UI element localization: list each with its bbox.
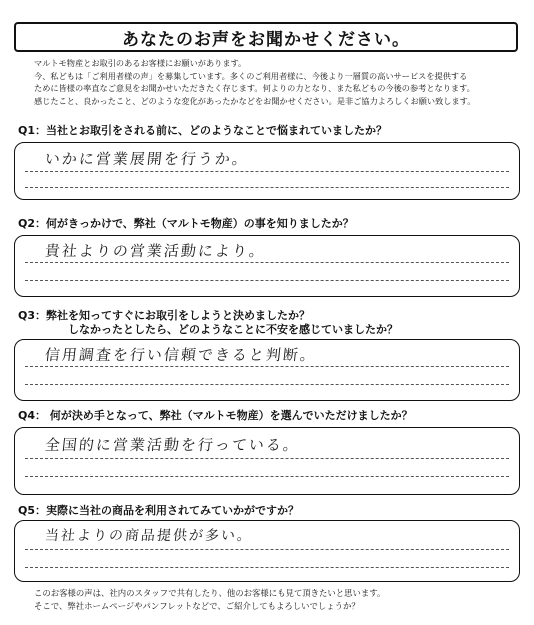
answer-line (25, 262, 509, 263)
answer-4-box[interactable] (14, 427, 520, 495)
intro-line: マルトモ物産とお取引のあるお客様にお願いがあります。 (34, 58, 247, 68)
answer-line (25, 549, 509, 550)
intro-line: ために皆様の率直なご意見をお聞かせいただきたく存じます。何よりの力となり、また私どもの今後の参考となります。 (34, 83, 475, 94)
question-2 (14, 215, 520, 300)
answer-3-text: 信用調査を行い信頼できると判断。 (44, 346, 318, 364)
answer-line (25, 476, 509, 477)
answer-line (25, 567, 509, 568)
answer-1-box[interactable] (14, 142, 520, 200)
question-5-label: Q5：実際に当社の商品を利用されてみていかがですか？ (18, 504, 300, 517)
answer-5-text: 当社よりの商品提供が多い。 (44, 528, 254, 544)
answer-line (25, 280, 509, 281)
footer-line: このお客様の声は、社内のスタッフで共有したり、他のお客様にも見て頂きたいと思います。 (34, 588, 386, 598)
question-3-label: Q3：弊社を知ってすぐにお取引をしようと決めましたか？ (18, 309, 311, 322)
answer-line (25, 458, 509, 459)
question-4-label: Q4： 何が決め手となって、弊社（マルトモ物産）を選んでいただけましたか？ (18, 409, 413, 422)
footer-line: そこで、弊社ホームページやパンフレットなどで、ご紹介してもよろしいでしょうか？ (34, 600, 360, 611)
question-1 (14, 122, 520, 202)
question-3 (14, 307, 520, 407)
question-5 (14, 502, 520, 584)
answer-1-text: いかに営業展開を行うか。 (44, 150, 250, 168)
answer-3-box[interactable] (14, 339, 520, 401)
answer-line (25, 384, 509, 385)
answer-2-box[interactable] (14, 235, 520, 297)
answer-4-text: 全国的に営業活動を行っている。 (44, 436, 301, 454)
answer-line (25, 171, 509, 172)
question-1-label: Q1：当社とお取引をされる前に、どのようなことで悩まれていましたか？ (18, 124, 388, 137)
question-3-sublabel: しなかったとしたら、どのようなことに不安を感じていましたか？ (68, 323, 398, 336)
question-2-label: Q2：何がきっかけで、弊社（マルトモ物産）の事を知りましたか？ (18, 217, 354, 230)
footer-text (34, 587, 514, 612)
intro-text (34, 57, 512, 107)
question-4 (14, 407, 520, 497)
answer-5-box[interactable] (14, 520, 520, 582)
answer-line (25, 187, 509, 188)
intro-line: 今、私どもは「ご利用者様の声」を募集しています。多くのご利用者様に、今後より一層質の高いサービスを提供する (34, 70, 468, 81)
answer-line (25, 366, 509, 367)
intro-line: 感じたこと、良かったこと、どのような変化があったかなどをお聞かせください。是非ご協力よろしくお願い致します。 (34, 95, 476, 106)
page-title: あなたのお声をお聞かせください。 (14, 22, 518, 52)
answer-2-text: 貴社よりの営業活動により。 (44, 242, 267, 260)
